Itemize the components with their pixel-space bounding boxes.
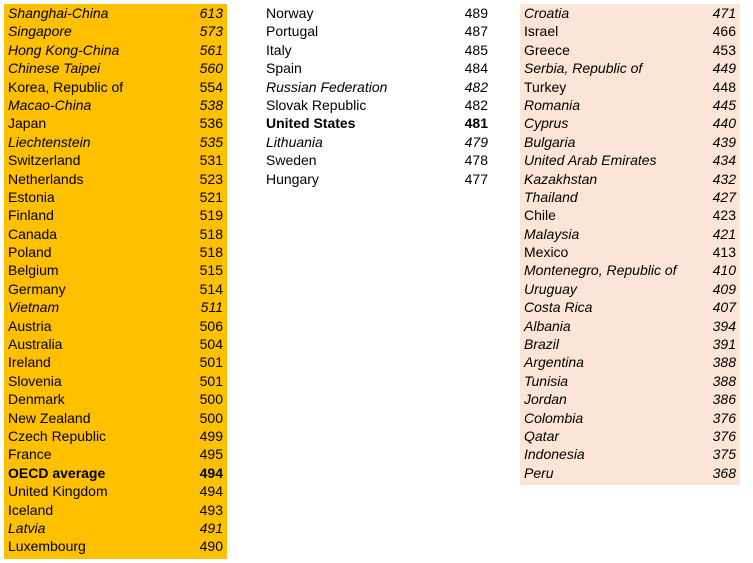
country-name: Germany bbox=[8, 280, 66, 297]
country-name: Montenegro, Republic of bbox=[524, 262, 677, 279]
table-row bbox=[4, 390, 227, 408]
table-row bbox=[4, 372, 227, 390]
country-name: Argentina bbox=[524, 354, 584, 371]
score-value: 536 bbox=[199, 115, 223, 132]
score-value: 504 bbox=[199, 336, 223, 353]
table-row bbox=[520, 114, 740, 132]
country-name: Romania bbox=[524, 96, 581, 113]
country-name: Latvia bbox=[8, 519, 46, 536]
score-value: 471 bbox=[712, 5, 736, 21]
country-name: United Arab Emirates bbox=[524, 152, 657, 169]
table-row bbox=[4, 353, 227, 371]
table-row bbox=[262, 22, 492, 40]
table-row bbox=[520, 133, 740, 151]
score-value: 482 bbox=[464, 78, 488, 95]
score-value: 423 bbox=[712, 207, 736, 224]
country-name: Italy bbox=[266, 41, 292, 58]
table-row bbox=[4, 261, 227, 279]
country-name: Colombia bbox=[524, 409, 584, 426]
score-value: 453 bbox=[712, 41, 736, 58]
table-row bbox=[4, 280, 227, 298]
table-row bbox=[520, 151, 740, 169]
table-row bbox=[4, 445, 227, 463]
country-name: Japan bbox=[8, 115, 47, 132]
score-value: 368 bbox=[712, 464, 736, 481]
country-name: Greece bbox=[524, 41, 570, 58]
table-row bbox=[4, 151, 227, 169]
score-value: 493 bbox=[199, 501, 223, 518]
table-row bbox=[4, 206, 227, 224]
table-row bbox=[262, 114, 492, 132]
score-value: 394 bbox=[712, 317, 736, 334]
country-name: Belgium bbox=[8, 262, 59, 279]
table-row bbox=[520, 317, 740, 335]
country-name: Korea, Republic of bbox=[8, 78, 124, 95]
table-row bbox=[4, 4, 227, 22]
country-name: Switzerland bbox=[8, 152, 81, 169]
country-name: New Zealand bbox=[8, 409, 91, 426]
country-name: Malaysia bbox=[524, 225, 580, 242]
table-row bbox=[520, 59, 740, 77]
table-row bbox=[520, 4, 740, 22]
country-name: Serbia, Republic of bbox=[524, 60, 643, 77]
country-name: Tunisia bbox=[524, 372, 569, 389]
score-value: 499 bbox=[199, 427, 223, 444]
country-name: Sweden bbox=[266, 152, 317, 169]
score-value: 500 bbox=[199, 391, 223, 408]
country-name: Austria bbox=[8, 317, 52, 334]
score-value: 386 bbox=[712, 391, 736, 408]
country-name: Hungary bbox=[266, 170, 319, 187]
score-value: 376 bbox=[712, 409, 736, 426]
country-name: Slovenia bbox=[8, 372, 62, 389]
country-name: Hong Kong-China bbox=[8, 41, 120, 58]
table-row bbox=[4, 298, 227, 316]
score-value: 440 bbox=[712, 115, 736, 132]
country-name: Kazakhstan bbox=[524, 170, 598, 187]
table-row bbox=[4, 78, 227, 96]
country-name: Liechtenstein bbox=[8, 133, 91, 150]
score-value: 388 bbox=[712, 354, 736, 371]
table-row bbox=[262, 170, 492, 188]
score-value: 521 bbox=[199, 188, 223, 205]
table-row bbox=[520, 353, 740, 371]
country-name: Slovak Republic bbox=[266, 96, 367, 113]
country-name: Costa Rica bbox=[524, 299, 593, 316]
country-name: United Kingdom bbox=[8, 483, 108, 500]
score-value: 491 bbox=[199, 519, 223, 536]
score-value: 388 bbox=[712, 372, 736, 389]
score-value: 427 bbox=[712, 188, 736, 205]
score-value: 518 bbox=[199, 225, 223, 242]
country-name: Ireland bbox=[8, 354, 51, 371]
table-row bbox=[520, 409, 740, 427]
score-value: 523 bbox=[199, 170, 223, 187]
country-name: France bbox=[8, 446, 52, 463]
country-name: Brazil bbox=[524, 336, 560, 353]
table-row bbox=[4, 427, 227, 445]
country-name: Iceland bbox=[8, 501, 54, 518]
score-value: 407 bbox=[712, 299, 736, 316]
table-row bbox=[520, 261, 740, 279]
table-row bbox=[4, 59, 227, 77]
table-row bbox=[4, 317, 227, 335]
table-row bbox=[520, 96, 740, 114]
country-name: Peru bbox=[524, 464, 554, 481]
score-value: 531 bbox=[199, 152, 223, 169]
country-name: Indonesia bbox=[524, 446, 585, 463]
table-row bbox=[4, 464, 227, 482]
table-row bbox=[262, 41, 492, 59]
table-row bbox=[520, 445, 740, 463]
score-value: 518 bbox=[199, 244, 223, 261]
score-value: 466 bbox=[712, 23, 736, 40]
table-row bbox=[4, 409, 227, 427]
table-row bbox=[4, 96, 227, 114]
table-row bbox=[262, 59, 492, 77]
score-value: 490 bbox=[199, 538, 223, 555]
score-value: 421 bbox=[712, 225, 736, 242]
score-value: 484 bbox=[464, 60, 488, 77]
score-value: 413 bbox=[712, 244, 736, 261]
table-row bbox=[4, 188, 227, 206]
table-row bbox=[520, 298, 740, 316]
country-name: Albania bbox=[524, 317, 571, 334]
table-row bbox=[520, 41, 740, 59]
score-value: 376 bbox=[712, 427, 736, 444]
country-name: Mexico bbox=[524, 244, 569, 261]
table-row bbox=[4, 22, 227, 40]
score-value: 501 bbox=[199, 372, 223, 389]
score-value: 478 bbox=[464, 152, 488, 169]
table-row bbox=[4, 335, 227, 353]
table-row bbox=[520, 390, 740, 408]
country-name: Czech Republic bbox=[8, 427, 107, 444]
score-value: 479 bbox=[464, 133, 488, 150]
score-value: 487 bbox=[464, 23, 488, 40]
country-name: Luxembourg bbox=[8, 538, 86, 555]
score-value: 519 bbox=[199, 207, 223, 224]
score-value: 506 bbox=[199, 317, 223, 334]
country-name: Macao-China bbox=[8, 96, 92, 113]
score-value: 485 bbox=[464, 41, 488, 58]
table-row bbox=[262, 96, 492, 114]
score-column-above-average bbox=[4, 4, 227, 559]
table-row bbox=[520, 280, 740, 298]
table-row bbox=[262, 4, 492, 22]
score-value: 573 bbox=[199, 23, 223, 40]
score-value: 445 bbox=[712, 96, 736, 113]
table-row bbox=[4, 133, 227, 151]
country-name: Estonia bbox=[8, 188, 55, 205]
table-row bbox=[4, 114, 227, 132]
table-row bbox=[262, 78, 492, 96]
country-name: Spain bbox=[266, 60, 302, 77]
score-value: 514 bbox=[199, 280, 223, 297]
score-value: 554 bbox=[199, 78, 223, 95]
score-value: 449 bbox=[712, 60, 736, 77]
country-name: Jordan bbox=[524, 391, 567, 408]
table-row bbox=[4, 225, 227, 243]
score-value: 501 bbox=[199, 354, 223, 371]
table-row bbox=[520, 225, 740, 243]
country-name: Poland bbox=[8, 244, 52, 261]
table-row bbox=[4, 519, 227, 537]
table-row bbox=[520, 170, 740, 188]
score-value: 481 bbox=[464, 115, 488, 132]
table-row bbox=[520, 22, 740, 40]
country-name: Israel bbox=[524, 23, 559, 40]
country-name: Uruguay bbox=[524, 280, 577, 297]
score-value: 439 bbox=[712, 133, 736, 150]
score-value: 560 bbox=[199, 60, 223, 77]
country-name: OECD average bbox=[8, 464, 106, 481]
country-name: Croatia bbox=[524, 5, 570, 21]
country-name: Shanghai-China bbox=[8, 5, 109, 21]
score-value: 494 bbox=[199, 483, 223, 500]
table-row bbox=[520, 188, 740, 206]
country-name: United States bbox=[266, 115, 356, 132]
table-row bbox=[262, 133, 492, 151]
table-row bbox=[520, 243, 740, 261]
table-row bbox=[4, 501, 227, 519]
score-value: 495 bbox=[199, 446, 223, 463]
country-name: Portugal bbox=[266, 23, 319, 40]
country-name: Netherlands bbox=[8, 170, 84, 187]
country-name: Finland bbox=[8, 207, 54, 224]
country-name: Cyprus bbox=[524, 115, 569, 132]
table-row bbox=[520, 78, 740, 96]
country-name: Vietnam bbox=[8, 299, 60, 316]
table-row bbox=[520, 372, 740, 390]
table-row bbox=[4, 243, 227, 261]
country-name: Bulgaria bbox=[524, 133, 576, 150]
table-row bbox=[4, 482, 227, 500]
score-value: 494 bbox=[199, 464, 223, 481]
score-value: 535 bbox=[199, 133, 223, 150]
table-row bbox=[4, 170, 227, 188]
score-column-below-average bbox=[520, 4, 740, 485]
score-value: 613 bbox=[199, 5, 223, 21]
table-row bbox=[4, 41, 227, 59]
country-name: Russian Federation bbox=[266, 78, 388, 95]
score-value: 482 bbox=[464, 96, 488, 113]
country-name: Thailand bbox=[524, 188, 578, 205]
table-row bbox=[520, 427, 740, 445]
score-value: 410 bbox=[712, 262, 736, 279]
table-row bbox=[520, 464, 740, 482]
score-value: 448 bbox=[712, 78, 736, 95]
country-name: Chinese Taipei bbox=[8, 60, 101, 77]
country-name: Singapore bbox=[8, 23, 72, 40]
score-value: 515 bbox=[199, 262, 223, 279]
table-row bbox=[4, 537, 227, 555]
country-name: Qatar bbox=[524, 427, 560, 444]
country-name: Turkey bbox=[524, 78, 567, 95]
score-value: 511 bbox=[200, 299, 223, 316]
table-row bbox=[262, 151, 492, 169]
score-column-near-average bbox=[262, 4, 492, 188]
table-row bbox=[520, 335, 740, 353]
score-value: 489 bbox=[464, 5, 488, 21]
score-value: 434 bbox=[712, 152, 736, 169]
country-name: Chile bbox=[524, 207, 556, 224]
country-name: Lithuania bbox=[266, 133, 323, 150]
score-value: 538 bbox=[199, 96, 223, 113]
table-row bbox=[520, 206, 740, 224]
country-name: Australia bbox=[8, 336, 63, 353]
score-value: 561 bbox=[199, 41, 223, 58]
country-name: Norway bbox=[266, 5, 314, 21]
score-value: 500 bbox=[199, 409, 223, 426]
score-value: 477 bbox=[464, 170, 488, 187]
score-value: 375 bbox=[712, 446, 736, 463]
country-name: Denmark bbox=[8, 391, 65, 408]
score-value: 409 bbox=[712, 280, 736, 297]
country-name: Canada bbox=[8, 225, 58, 242]
score-value: 432 bbox=[712, 170, 736, 187]
score-value: 391 bbox=[712, 336, 736, 353]
